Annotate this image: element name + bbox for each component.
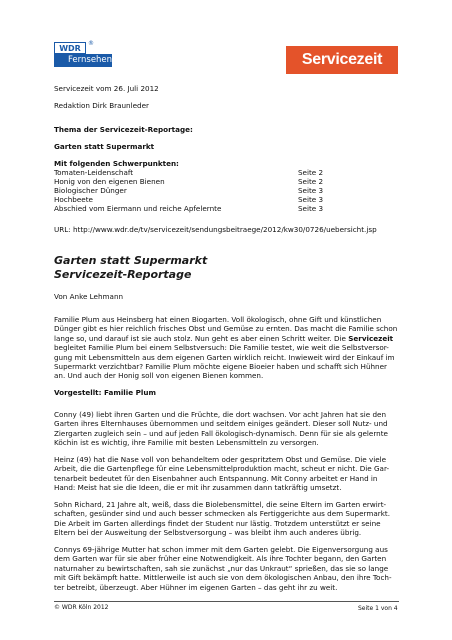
text-line: an. Und auch der Honig soll von eigenen Bienen kommen.: [54, 371, 264, 381]
text-line: Dünger gibt es hier reichlich frisches Obst und Gemüse zu ernten. Das macht die Familie schon: [54, 324, 398, 334]
text-line: Conny (49) liebt ihren Garten und die Früchte, die dort wachsen. Vor acht Jahren hat sie den: [54, 410, 387, 419]
text-line: Eltern bei der Ausweitung der Selbstversorgung – was bleibt ihm auch anderes übrig.: [54, 528, 362, 538]
text-line: Die Arbeit im Garten allerdings findet der Student nur lästig. Trotzdem unterstützt er seine: [54, 518, 381, 528]
servicezeit-emphasis: Servicezeit: [348, 333, 394, 343]
paragraph-conny: [54, 410, 406, 448]
toc-page: Seite 2: [298, 168, 324, 177]
toc-row: [54, 186, 399, 195]
editor-line: Redaktion Dirk Braunleder: [54, 101, 149, 110]
toc-row: [54, 168, 399, 177]
wdr-logo-text: WDR: [54, 42, 86, 54]
text-line: Heinz (49) hat die Nase voll von behandeltem oder gespritztem Obst und Gemüse. Die viele: [54, 455, 387, 464]
article-subtitle: Servicezeit-Reportage: [54, 268, 192, 281]
focus-label: Mit folgenden Schwerpunkten:: [54, 159, 179, 168]
text-line: schaften, gesünder sind und auch besser schmecken als Fertiggerichte aus dem Supermarkt.: [54, 509, 390, 519]
text-line: mit Gift bekämpft hatte. Mittlerweile ist auch sie von dem ökologischen Anbau, den ihre Toch-: [54, 573, 392, 583]
paragraph-richard: [54, 500, 406, 538]
toc-page: Seite 2: [298, 177, 324, 186]
paragraph-mother: [54, 545, 406, 592]
text-line: naturnaher zu bewirtschaften, sah sie zunächst „nur das Unkraut“ sprießen, das sie so lange: [54, 563, 389, 573]
toc-page: Seite 3: [298, 186, 324, 195]
toc-page: Seite 3: [298, 195, 324, 204]
source-url[interactable]: URL: http://www.wdr.de/tv/servicezeit/sendungsbeitraege/2012/kw30/0726/uebersicht.jsp: [54, 225, 377, 234]
fernsehen-logo-text: Fernsehen: [54, 54, 112, 67]
toc-row: [54, 204, 399, 213]
text-line: Hand: Meist hat sie die Ideen, die er mit ihr zusammen dann tatkräftig umsetzt.: [54, 483, 342, 493]
text-line: dem Garten war für sie aber früher eine Notwendigkeit. Als ihre Tochter begann, den Garten: [54, 554, 387, 564]
text-line: gung mit Lebensmitteln aus dem eigenen Garten wirklich reicht. Inwieweit wird der Einkauf im: [54, 352, 395, 362]
text-line: Familie Plum aus Heinsberg hat einen Biogarten. Voll ökologisch, ohne Gift und künstlichen: [54, 315, 382, 324]
article-author: Von Anke Lehmann: [54, 292, 124, 301]
text-line: begleitet Familie Plum bei einem Selbstversuch: Die Familie testet, wie weit die Selbstversor-: [54, 343, 389, 353]
footer-copyright: © WDR Köln 2012: [54, 604, 109, 611]
wdr-fernsehen-logo: [54, 42, 112, 70]
text-line: Garten ihres Elternhauses übernommen und seitdem einiges geändert. Dieser soll Nutz- und: [54, 419, 388, 429]
toc-label: Hochbeete: [54, 195, 93, 204]
text-line: Ziergarten zugleich sein – und auf jeden Fall ökologisch-dynamisch. Denn für sie als gelernte: [54, 428, 388, 438]
date-line: Servicezeit vom 26. Juli 2012: [54, 84, 159, 93]
registered-mark: ®: [88, 40, 94, 47]
text-line: ter betreibt, überzeugt. Aber Hühner im eigenen Garten – das geht ihr zu weit.: [54, 582, 338, 592]
footer-page-number: Seite 1 von 4: [358, 605, 398, 612]
toc-label: Tomaten-Leidenschaft: [54, 168, 134, 177]
text-line: lange so, und darauf ist sie auch stolz. Nun geht es aber einen Schritt weiter. Die Servicezeit: [54, 333, 394, 343]
text-line: Arbeit, die die Gartenpflege für eine Lebensmittelproduktion macht, scheut er nicht. Die Gar-: [54, 464, 390, 474]
toc-row: [54, 177, 399, 186]
toc-label: Abschied vom Eiermann und reiche Apfelernte: [54, 204, 222, 213]
text-line: Connys 69-jährige Mutter hat schon immer mit dem Garten gelebt. Die Eigenversorgung aus: [54, 545, 388, 554]
text-line: Supermarkt verzichtbar? Familie Plum möchte eigene Bioeier haben und schafft sich Hühner: [54, 362, 387, 372]
toc-label: Honig von den eigenen Bienen: [54, 177, 165, 186]
toc-label: Biologischer Dünger: [54, 186, 127, 195]
topic-title: Garten statt Supermarkt: [54, 142, 155, 151]
toc-page: Seite 3: [298, 204, 324, 213]
text-line: Sohn Richard, 21 Jahre alt, weiß, dass die Biolebensmittel, die seine Eltern im Garten erwirt-: [54, 500, 387, 509]
text-line: tenarbeit bedeutet für den Eisenbahner auch Entspannung. Mit Conny arbeitet er Hand in: [54, 473, 378, 483]
section-heading: Vorgestellt: Familie Plum: [54, 388, 156, 397]
article-title: Garten statt Supermarkt: [54, 254, 208, 267]
toc-row: [54, 195, 399, 204]
footer-divider: [54, 601, 399, 602]
paragraph-intro: [54, 315, 406, 381]
text-line: Köchin ist es wichtig, ihre Familie mit besten Lebensmitteln zu versorgen.: [54, 438, 319, 448]
servicezeit-logo: Servicezeit: [286, 46, 398, 74]
topic-label: Thema der Servicezeit-Reportage:: [54, 125, 193, 134]
paragraph-heinz: [54, 455, 406, 493]
